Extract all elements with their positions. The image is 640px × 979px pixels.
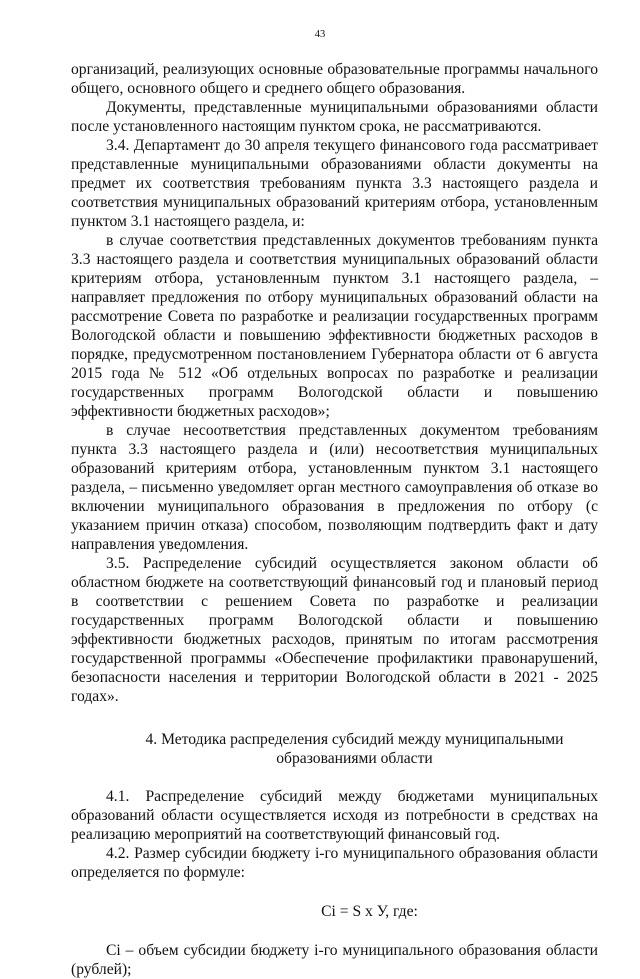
paragraph-documents-late: Документы, представленные муниципальными образованиями области после установленного настоящим пунктом срока, не рассматриваются. — [71, 99, 598, 135]
paragraph-continuation: организаций, реализующих основные образовательные программы начального общего, основного общего и среднего общего образования. — [71, 61, 598, 97]
paragraph-ci-definition: Ci – объем субсидии бюджету i-го муниципального образования области (рублей); — [71, 942, 598, 978]
section-heading-4: 4. Методика распределения субсидий между муниципальными образованиями области — [145, 731, 564, 767]
paragraph-4-1: 4.1. Распределение субсидий между бюджетами муниципальных образований области осуществляется исходя из потребности в средствах на реализацию мероприятий на соответствующий финансовый год. — [71, 788, 598, 843]
paragraph-3-4-compliance: в случае соответствия представленных документов требованиям пункта 3.3 настоящего раздела и соответствия муниципальных образований области критериям отбора, установленным пунктом 3.1 настоящего раздела, – направляет предложения по отбору муниципальных образований области на рассмотрение Совета по разработке и реализации государственных программ Вологодской области и повышению эффективности бюджетных расходов в порядке, предусмотренном постановлением Губернатора области от 6 августа 2015 года № 512 «Об отдельных вопросах по разработке и реализации государственных программ Вологодской области и повышению эффективности бюджетных расходов»; — [71, 232, 598, 420]
paragraph-3-4-noncompliance: в случае несоответствия представленных документом требованиям пункта 3.3 настоящего раздела и (или) несоответствия муниципальных образований критериям отбора, установленным пунктом 3.1 настоящего раздела, – письменно уведомляет орган местного самоуправления об отказе во включении муниципального образования в предложения по отбору (с указанием причин отказа) способом, позволяющим подтвердить факт и дату направления уведомления. — [71, 422, 598, 553]
paragraph-3-4: 3.4. Департамент до 30 апреля текущего финансового года рассматривает представленные муниципальными образованиями области документы на предмет их соответствия требованиям пункта 3.3 настоящего раздела и соответствия муниципальных образований критериям отбора, установленным пунктом 3.1 настоящего раздела, и: — [71, 137, 598, 230]
paragraph-3-5: 3.5. Распределение субсидий осуществляется законом области об областном бюджете на соответствующий финансовый год и плановый период в соответствии с решением Совета по разработке и реализации государственных программ Вологодской области и повышению эффективности бюджетных расходов, принятым по итогам рассмотрения государственной программы «Обеспечение профилактики правонарушений, безопасности населения и территории Вологодской области в 2021 - 2025 годах». — [71, 555, 598, 705]
paragraph-4-2: 4.2. Размер субсидии бюджету i-го муниципального образования области определяется по формуле: — [71, 845, 598, 881]
page-number: 43 — [314, 29, 326, 40]
page-body — [71, 60, 598, 979]
formula: Ci = S x У, где: — [321, 903, 418, 920]
